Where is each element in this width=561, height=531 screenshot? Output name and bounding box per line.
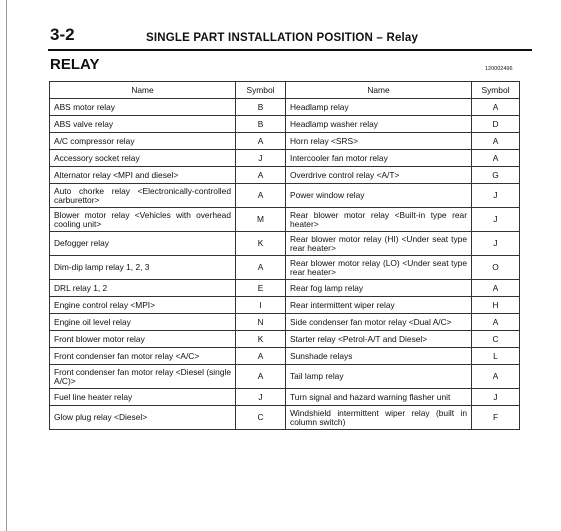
table-row bbox=[50, 348, 520, 365]
relay-symbol-cell: A bbox=[236, 256, 286, 280]
table-header-row bbox=[50, 82, 520, 99]
table-row bbox=[50, 365, 520, 389]
relay-name-cell: Rear intermittent wiper relay bbox=[286, 297, 472, 314]
column-header-symbol-left: Symbol bbox=[236, 82, 286, 99]
table-row bbox=[50, 167, 520, 184]
relay-symbol-cell: A bbox=[472, 99, 520, 116]
table-row bbox=[50, 232, 520, 256]
relay-symbol-cell: F bbox=[472, 406, 520, 430]
table-row bbox=[50, 133, 520, 150]
relay-symbol-cell: A bbox=[236, 365, 286, 389]
relay-name-cell: Front condenser fan motor relay <Diesel (single A/C)> bbox=[50, 365, 236, 389]
relay-name-cell: Windshield intermittent wiper relay (built in column switch) bbox=[286, 406, 472, 430]
relay-symbol-cell: M bbox=[236, 208, 286, 232]
table-row bbox=[50, 184, 520, 208]
relay-symbol-cell: I bbox=[236, 297, 286, 314]
relay-name-cell: Side condenser fan motor relay <Dual A/C> bbox=[286, 314, 472, 331]
relay-name-cell: Horn relay <SRS> bbox=[286, 133, 472, 150]
relay-symbol-cell: A bbox=[236, 167, 286, 184]
table-row bbox=[50, 256, 520, 280]
table-row bbox=[50, 331, 520, 348]
table-row bbox=[50, 280, 520, 297]
relay-symbol-cell: A bbox=[472, 365, 520, 389]
relay-name-cell: Defogger relay bbox=[50, 232, 236, 256]
relay-name-cell: ABS motor relay bbox=[50, 99, 236, 116]
relay-symbol-cell: G bbox=[472, 167, 520, 184]
relay-name-cell: Tail lamp relay bbox=[286, 365, 472, 389]
relay-name-cell: Turn signal and hazard warning flasher unit bbox=[286, 389, 472, 406]
relay-name-cell: Blower motor relay <Vehicles with overhead cooling unit> bbox=[50, 208, 236, 232]
relay-name-cell: Power window relay bbox=[286, 184, 472, 208]
relay-name-cell: Dim-dip lamp relay 1, 2, 3 bbox=[50, 256, 236, 280]
column-header-name-left: Name bbox=[50, 82, 236, 99]
relay-symbol-cell: H bbox=[472, 297, 520, 314]
relay-symbol-cell: J bbox=[236, 389, 286, 406]
table-row bbox=[50, 389, 520, 406]
relay-table bbox=[49, 81, 520, 430]
relay-name-cell: Alternator relay <MPI and diesel> bbox=[50, 167, 236, 184]
relay-symbol-cell: N bbox=[236, 314, 286, 331]
relay-symbol-cell: J bbox=[472, 389, 520, 406]
relay-name-cell: Overdrive control relay <A/T> bbox=[286, 167, 472, 184]
relay-symbol-cell: A bbox=[472, 150, 520, 167]
relay-symbol-cell: B bbox=[236, 99, 286, 116]
relay-symbol-cell: J bbox=[236, 150, 286, 167]
relay-symbol-cell: D bbox=[472, 116, 520, 133]
relay-symbol-cell: A bbox=[236, 348, 286, 365]
relay-name-cell: Fuel line heater relay bbox=[50, 389, 236, 406]
relay-symbol-cell: A bbox=[472, 133, 520, 150]
relay-symbol-cell: K bbox=[236, 232, 286, 256]
column-header-name-right: Name bbox=[286, 82, 472, 99]
section-title: RELAY bbox=[50, 56, 100, 73]
relay-symbol-cell: K bbox=[236, 331, 286, 348]
relay-name-cell: DRL relay 1, 2 bbox=[50, 280, 236, 297]
relay-symbol-cell: E bbox=[236, 280, 286, 297]
relay-name-cell: Intercooler fan motor relay bbox=[286, 150, 472, 167]
table-row bbox=[50, 406, 520, 430]
relay-symbol-cell: L bbox=[472, 348, 520, 365]
relay-symbol-cell: J bbox=[472, 208, 520, 232]
relay-symbol-cell: J bbox=[472, 184, 520, 208]
table-row bbox=[50, 297, 520, 314]
relay-symbol-cell: A bbox=[472, 280, 520, 297]
relay-name-cell: Starter relay <Petrol-A/T and Diesel> bbox=[286, 331, 472, 348]
table-row bbox=[50, 150, 520, 167]
relay-name-cell: Front blower motor relay bbox=[50, 331, 236, 348]
relay-symbol-cell: B bbox=[236, 116, 286, 133]
relay-symbol-cell: A bbox=[236, 133, 286, 150]
relay-name-cell: ABS valve relay bbox=[50, 116, 236, 133]
page-number: 3-2 bbox=[50, 25, 75, 44]
relay-name-cell: Glow plug relay <Diesel> bbox=[50, 406, 236, 430]
table-row bbox=[50, 208, 520, 232]
page-header bbox=[146, 32, 418, 44]
relay-symbol-cell: J bbox=[472, 232, 520, 256]
header-title: SINGLE PART INSTALLATION POSITION bbox=[146, 32, 374, 44]
relay-name-cell: Rear fog lamp relay bbox=[286, 280, 472, 297]
table-row bbox=[50, 116, 520, 133]
relay-name-cell: Front condenser fan motor relay <A/C> bbox=[50, 348, 236, 365]
relay-name-cell: Sunshade relays bbox=[286, 348, 472, 365]
relay-name-cell: Auto chorke relay <Electronically-controlled carburettor> bbox=[50, 184, 236, 208]
header-dash: – bbox=[376, 32, 384, 44]
relay-symbol-cell: A bbox=[236, 184, 286, 208]
header-subtitle: Relay bbox=[386, 32, 419, 44]
relay-name-cell: Rear blower motor relay (LO) <Under seat type rear heater> bbox=[286, 256, 472, 280]
table-row bbox=[50, 99, 520, 116]
header-rule bbox=[48, 49, 532, 51]
relay-name-cell: Engine control relay <MPI> bbox=[50, 297, 236, 314]
relay-name-cell: Engine oil level relay bbox=[50, 314, 236, 331]
page-edge-rule bbox=[6, 0, 7, 531]
relay-symbol-cell: O bbox=[472, 256, 520, 280]
relay-name-cell: A/C compressor relay bbox=[50, 133, 236, 150]
relay-symbol-cell: C bbox=[236, 406, 286, 430]
table-row bbox=[50, 314, 520, 331]
relay-name-cell: Headlamp relay bbox=[286, 99, 472, 116]
relay-symbol-cell: C bbox=[472, 331, 520, 348]
relay-symbol-cell: A bbox=[472, 314, 520, 331]
relay-name-cell: Rear blower motor relay (HI) <Under seat type rear heater> bbox=[286, 232, 472, 256]
column-header-symbol-right: Symbol bbox=[472, 82, 520, 99]
reference-code: 120002496 bbox=[485, 66, 513, 72]
relay-name-cell: Rear blower motor relay <Built-in type rear heater> bbox=[286, 208, 472, 232]
relay-name-cell: Headlamp washer relay bbox=[286, 116, 472, 133]
relay-name-cell: Accessory socket relay bbox=[50, 150, 236, 167]
